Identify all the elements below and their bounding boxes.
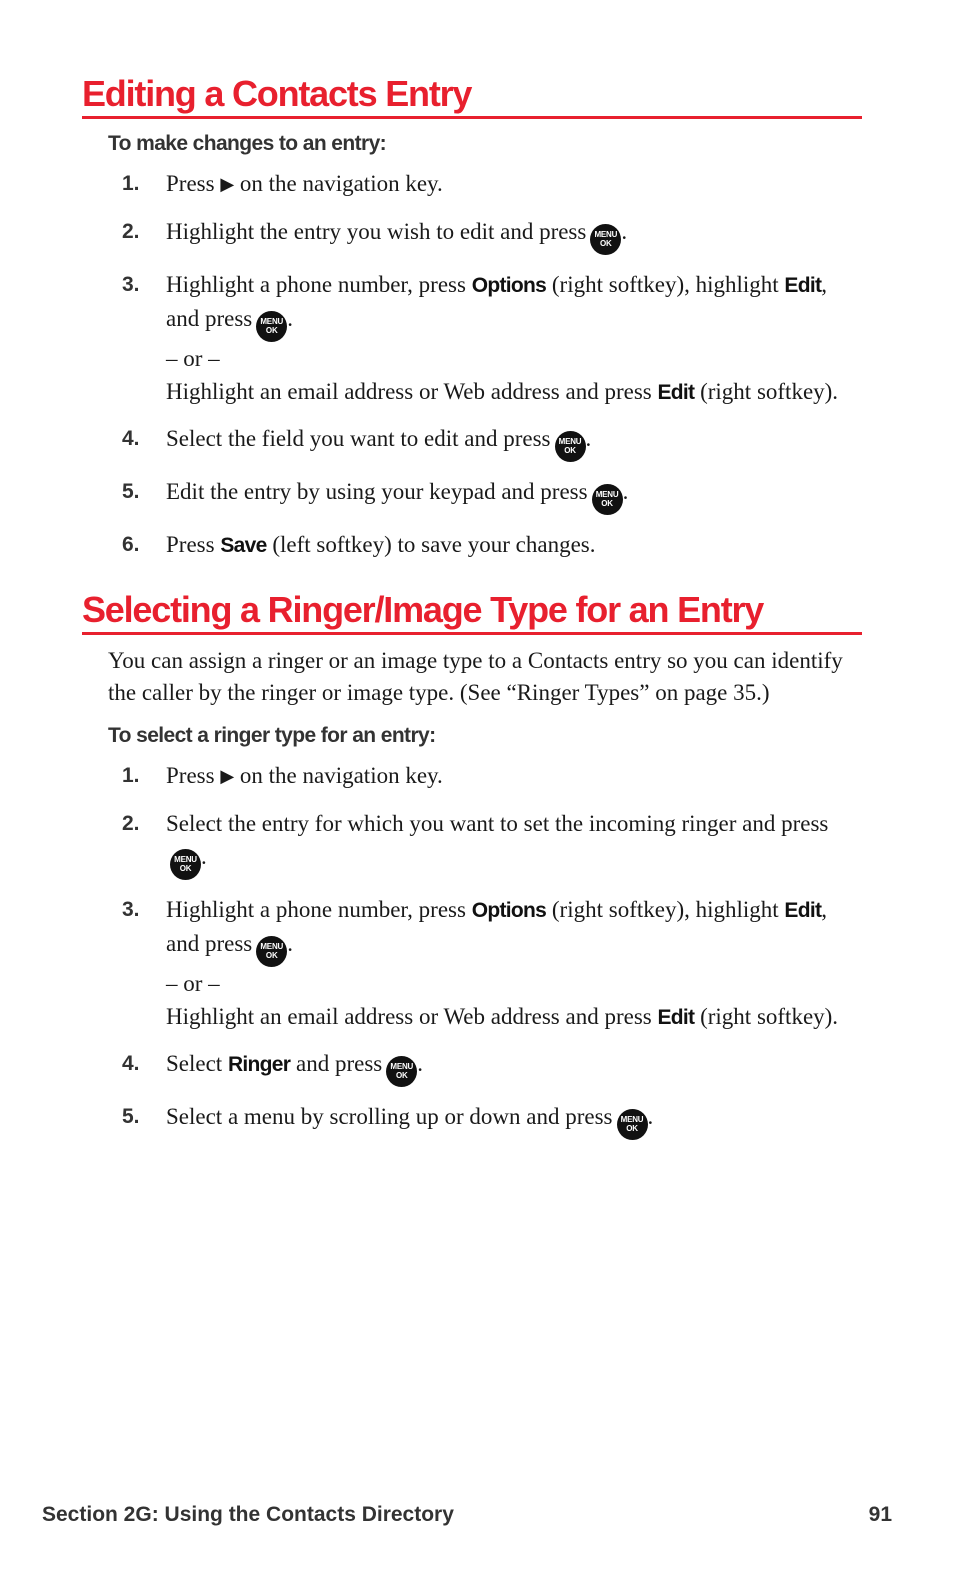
step-list xyxy=(82,759,862,1140)
edit-softkey-label: Edit xyxy=(657,381,695,404)
step-6: 6. Press Save (left softkey) to save your changes. xyxy=(82,528,862,562)
step-2: 2. Highlight the entry you wish to edit and press MENU OK . xyxy=(82,215,862,255)
or-separator: – or – xyxy=(166,971,220,996)
menu-ok-key-icon: MENU OK xyxy=(170,849,201,880)
step-5: 5. Select a menu by scrolling up or down and press MENU OK . xyxy=(82,1100,862,1140)
page-footer xyxy=(42,1503,892,1527)
step-number: 3. xyxy=(122,898,140,921)
step-1: 1. Press ▶ on the navigation key. xyxy=(82,759,862,794)
options-softkey-label: Options xyxy=(471,899,547,922)
step-list xyxy=(82,167,862,562)
step-number: 4. xyxy=(122,1052,140,1075)
right-arrow-icon: ▶ xyxy=(220,766,235,786)
step-2: 2. Select the entry for which you want to set the incoming ringer and press MENU OK . xyxy=(82,807,862,880)
menu-ok-key-icon: MENU OK xyxy=(256,936,287,967)
step-4: 4. Select Ringer and press MENU OK . xyxy=(82,1047,862,1087)
step-3: 3. Highlight a phone number, press Options (right softkey), highlight Edit, and press MENU OK . – or – Highlight an email address or Web address and press Edit (right softkey). xyxy=(82,893,862,1034)
section-editing-contacts-entry xyxy=(82,72,862,575)
save-softkey-label: Save xyxy=(220,534,267,557)
edit-softkey-label: Edit xyxy=(657,1006,695,1029)
step-number: 5. xyxy=(122,1105,140,1128)
footer-section-title: Section 2G: Using the Contacts Directory xyxy=(42,1503,454,1526)
menu-ok-key-icon: MENU OK xyxy=(590,224,621,255)
section-title: Editing a Contacts Entry xyxy=(82,72,862,119)
section-selecting-ringer-image xyxy=(82,588,862,1153)
menu-ok-key-icon: MENU OK xyxy=(386,1056,417,1087)
edit-label: Edit xyxy=(784,274,822,297)
step-number: 1. xyxy=(122,764,140,787)
menu-ok-key-icon: MENU OK xyxy=(617,1109,648,1140)
step-1: 1. Press ▶ on the navigation key. xyxy=(82,167,862,202)
or-separator: – or – xyxy=(166,346,220,371)
ringer-label: Ringer xyxy=(227,1053,291,1076)
edit-label: Edit xyxy=(784,899,822,922)
step-number: 2. xyxy=(122,220,140,243)
procedure-heading: To make changes to an entry: xyxy=(108,132,387,155)
page-number: 91 xyxy=(868,1503,892,1526)
step-3: 3. Highlight a phone number, press Options (right softkey), highlight Edit, and press MENU OK . – or – Highlight an email address or Web address and press Edit (right softkey). xyxy=(82,268,862,409)
step-number: 4. xyxy=(122,427,140,450)
step-number: 2. xyxy=(122,812,140,835)
options-softkey-label: Options xyxy=(471,274,547,297)
step-number: 6. xyxy=(122,533,140,556)
intro-paragraph: You can assign a ringer or an image type to a Contacts entry so you can identify the caller by the ringer or image type. (See “Ringer Types” on page 35.) xyxy=(108,648,843,705)
menu-ok-key-icon: MENU OK xyxy=(592,484,623,515)
step-5: 5. Edit the entry by using your keypad and press MENU OK . xyxy=(82,475,862,515)
step-number: 3. xyxy=(122,273,140,296)
menu-ok-key-icon: MENU OK xyxy=(256,311,287,342)
right-arrow-icon: ▶ xyxy=(220,174,235,194)
step-number: 1. xyxy=(122,172,140,195)
procedure-heading: To select a ringer type for an entry: xyxy=(108,724,436,747)
menu-ok-key-icon: MENU OK xyxy=(555,431,586,462)
section-title: Selecting a Ringer/Image Type for an Entry xyxy=(82,588,862,635)
step-4: 4. Select the field you want to edit and press MENU OK . xyxy=(82,422,862,462)
step-number: 5. xyxy=(122,480,140,503)
